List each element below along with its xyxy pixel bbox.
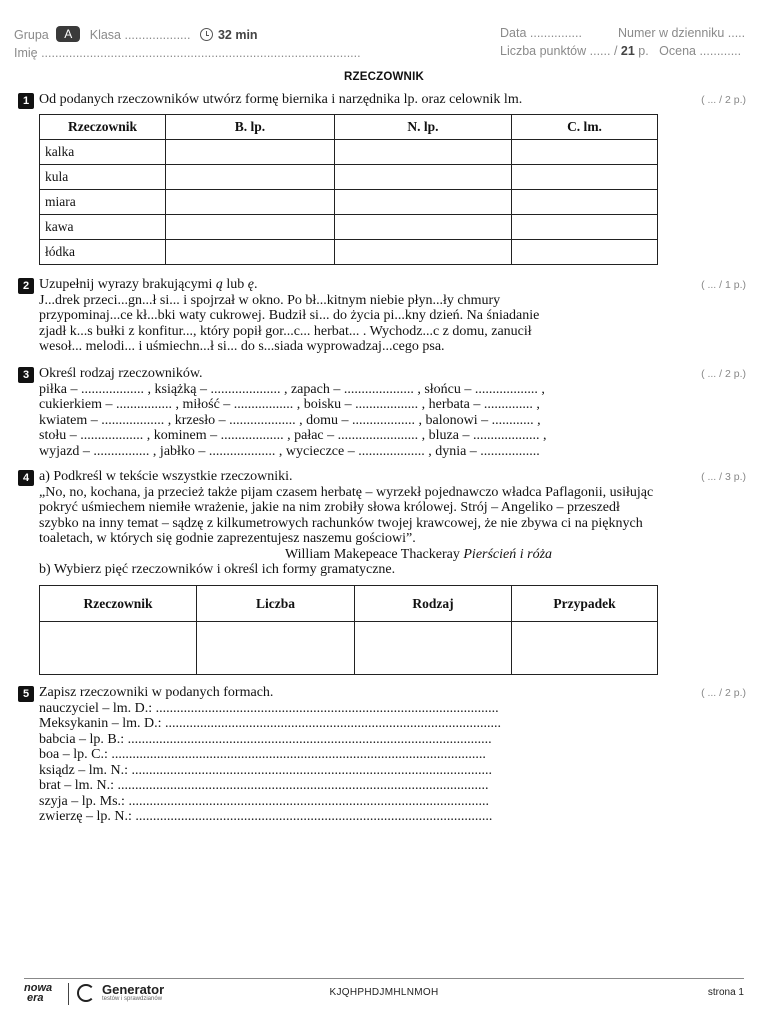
task-2: [18, 277, 748, 355]
table-header: Rzeczownik: [40, 115, 166, 140]
numer-label: Numer w dzienniku .....: [618, 26, 746, 40]
table-row: [40, 240, 658, 265]
answer-cell[interactable]: [512, 240, 658, 265]
table-row: [40, 165, 658, 190]
table-cell-word: miara: [40, 190, 166, 215]
answer-cell[interactable]: [512, 622, 658, 675]
answer-cell[interactable]: [166, 165, 335, 190]
task-instruction: a) Podkreśl w tekście wszystkie rzeczowniki.: [39, 469, 293, 484]
task-1-table: [39, 114, 658, 265]
text-line: kwiatem – .................. , krzesło – ................... , domu – .................. , balonowi – ............ ,: [39, 412, 541, 428]
table-header: Liczba: [197, 586, 355, 622]
answer-line[interactable]: zwierzę – lp. N.: ......................................................................................................: [39, 809, 493, 824]
answer-cell[interactable]: [166, 215, 335, 240]
task-number: 3: [18, 367, 34, 383]
test-code: KJQHPHDJMHLNMOH: [329, 987, 439, 998]
table-cell-word: kalka: [40, 140, 166, 165]
answer-line[interactable]: Meksykanin – lm. D.: ................................................................................................: [39, 716, 501, 731]
task-points: ( ... / 2 p.): [701, 687, 746, 699]
text-line: stołu – .................. , kominem – .................. , pałac – ....................... , bluza – ................... ,: [39, 428, 547, 443]
punkty-unit: p.: [638, 44, 649, 58]
punkty-max: 21: [620, 44, 635, 58]
imie-label: Imię ............................................................................................: [14, 46, 361, 60]
ocena-label: Ocena ............: [659, 44, 742, 58]
task-text: [18, 382, 748, 460]
answer-cell[interactable]: [512, 140, 658, 165]
answer-line[interactable]: nauczyciel – lm. D.: ..................................................................................................: [39, 700, 499, 716]
answer-cell[interactable]: [355, 622, 512, 675]
table-row: [40, 140, 658, 165]
logo-line-2: era: [27, 992, 44, 1004]
table-header: N. lp.: [335, 115, 512, 140]
answer-cell[interactable]: [197, 622, 355, 675]
punkty-label: Liczba punktów ...... /: [500, 44, 618, 58]
quote-author: William Makepeace Thackeray: [285, 546, 460, 562]
text-line: „No, no, kochana, ja przecież także pijam czasem herbatę – wyrzekł pojednawczo władca Paflagonii, usiłując: [39, 484, 654, 500]
task-points: ( ... / 3 p.): [701, 471, 746, 483]
table-row: [40, 190, 658, 215]
answer-line[interactable]: ksiądz – lm. N.: .......................................................................................................: [39, 762, 493, 778]
task-text: [18, 701, 748, 825]
grupa-label: Grupa: [14, 28, 49, 42]
table-row: [40, 622, 658, 675]
answer-cell[interactable]: [512, 215, 658, 240]
text-line: przypominaj...ce kł...bki waty cukrowej. Budził si... do życia pi...kny dzień. Na śniadanie: [39, 308, 540, 323]
answer-line[interactable]: szyja – lp. Ms.: .......................................................................................................: [39, 793, 489, 809]
answer-line[interactable]: boa – lp. C.: ...........................................................................................................: [39, 747, 486, 762]
generator-title: Generator: [102, 982, 165, 997]
answer-cell[interactable]: [335, 240, 512, 265]
task-instruction: Określ rodzaj rzeczowników.: [39, 366, 203, 381]
klasa-label: Klasa ...................: [89, 28, 191, 42]
answer-line[interactable]: babcia – lp. B.: ........................................................................................................: [39, 731, 492, 747]
text-line: pokryć uśmiechem niemiłe wrażenie, jakie na nim zrobiły słowa królowej. Strój – Angeliko – przeszedł: [39, 500, 620, 515]
answer-cell[interactable]: [40, 622, 197, 675]
text-line: cukierkiem – ................ , miłość – ................. , boisku – .................. , herbata – .............. ,: [39, 397, 540, 412]
text-line: piłka – .................. , książką – .................... , zapach – .................... , słońcu – .................. ,: [39, 381, 545, 397]
task-3: [18, 366, 748, 459]
task-5: [18, 685, 748, 825]
task-points: ( ... / 1 p.): [701, 279, 746, 291]
section-title: RZECZOWNIK: [344, 71, 424, 83]
answer-cell[interactable]: [335, 215, 512, 240]
answer-line[interactable]: brat – lm. N.: ..........................................................................................................: [39, 778, 489, 793]
table-row: [40, 215, 658, 240]
task-instruction: Od podanych rzeczowników utwórz formę biernika i narzędnika lp. oraz celownik lm.: [39, 92, 523, 107]
text-line: J...drek przeci...gn...ł si... i spojrzał w okno. Po bł...kitnym niebie płyn...ły chmury: [39, 292, 501, 308]
task-1: [18, 92, 748, 108]
quote-book: Pierścień i róża: [463, 546, 553, 562]
answer-cell[interactable]: [512, 190, 658, 215]
table-header: Rzeczownik: [40, 586, 197, 622]
task-4: [18, 469, 748, 578]
answer-cell[interactable]: [512, 165, 658, 190]
table-header: C. lm.: [512, 115, 658, 140]
task-number: 2: [18, 278, 34, 294]
task-points: ( ... / 2 p.): [701, 368, 746, 380]
footer-divider: [24, 978, 744, 979]
punkty-row: [500, 44, 741, 58]
answer-cell[interactable]: [335, 165, 512, 190]
task-instruction: Uzupełnij wyrazy brakującymi ą lub ę.: [39, 277, 258, 292]
task-text: [18, 293, 748, 355]
task-instruction-b: b) Wybierz pięć rzeczowników i określ ich formy gramatyczne.: [39, 562, 396, 577]
table-cell-word: łódka: [40, 240, 166, 265]
page-number: strona 1: [707, 987, 744, 998]
answer-cell[interactable]: [166, 140, 335, 165]
table-header: Rodzaj: [355, 586, 512, 622]
task-number: 1: [18, 93, 34, 109]
text-line: szybko na inny temat – sądzę z kilkumetrowych rachunków twojej krawcowej, że nie zbywa ci na pięknych: [39, 515, 643, 531]
table-header: Przypadek: [512, 586, 658, 622]
answer-cell[interactable]: [335, 140, 512, 165]
data-label: Data ...............: [500, 26, 582, 40]
task-instruction: Zapisz rzeczowniki w podanych formach.: [39, 685, 274, 700]
clock-icon: [200, 28, 213, 41]
text-line: wyjazd – ................ , jabłko – ................... , wycieczce – ................... , dynia – .................: [39, 443, 540, 459]
table-cell-word: kawa: [40, 215, 166, 240]
quote-text: [18, 485, 748, 578]
task-number: 4: [18, 470, 34, 486]
generator-subtitle: testów i sprawdzianów: [102, 996, 163, 1002]
header-left: [14, 26, 258, 42]
quote-source: [39, 547, 748, 563]
text-line: toaletach, w których się godnie zaprezentujesz naszemu gościowi”.: [39, 531, 416, 546]
answer-cell[interactable]: [166, 240, 335, 265]
time-label: 32 min: [217, 28, 258, 42]
task-points: ( ... / 2 p.): [701, 94, 746, 106]
task-4-table: [39, 585, 658, 675]
answer-cell[interactable]: [335, 190, 512, 215]
text-line: zjadł k...s bułki z konfitur..., który popił gor...c... herbat... . Wychodz...c z domu, zanucił: [39, 323, 532, 339]
logo-line-1: nowa: [24, 982, 53, 994]
table-cell-word: kula: [40, 165, 166, 190]
table-header: B. lp.: [166, 115, 335, 140]
answer-cell[interactable]: [166, 190, 335, 215]
task-number: 5: [18, 686, 34, 702]
text-line: wesoł... melodi... i uśmiechn...ł si... do s...siada wyprowadzaj...cego psa.: [39, 339, 445, 354]
grupa-badge: A: [56, 26, 80, 42]
